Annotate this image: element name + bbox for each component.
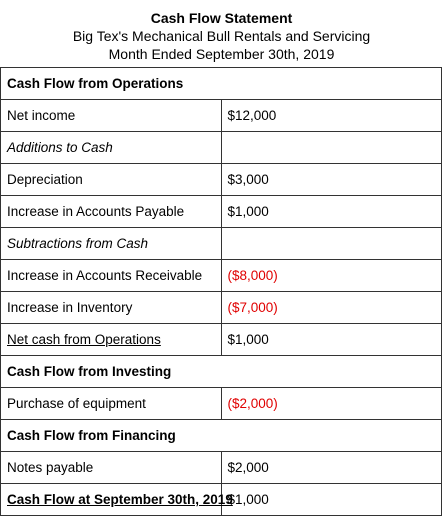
investing-section-header: Cash Flow from Investing bbox=[1, 356, 442, 388]
net-operations-amount: $1,000 bbox=[221, 324, 442, 356]
net-operations-label: Net cash from Operations bbox=[1, 324, 222, 356]
cash-flow-table bbox=[0, 67, 442, 516]
accounts-payable-label: Increase in Accounts Payable bbox=[1, 196, 222, 228]
table-row bbox=[1, 420, 442, 452]
additions-subheader: Additions to Cash bbox=[1, 132, 222, 164]
depreciation-amount: $3,000 bbox=[221, 164, 442, 196]
statement-title: Cash Flow Statement bbox=[150, 10, 293, 26]
table-row bbox=[1, 484, 442, 516]
company-name: Big Tex's Mechanical Bull Rentals and Servicing bbox=[72, 28, 371, 44]
table-row bbox=[1, 260, 442, 292]
table-row bbox=[1, 324, 442, 356]
table-row bbox=[1, 196, 442, 228]
accounts-payable-amount: $1,000 bbox=[221, 196, 442, 228]
table-row bbox=[1, 292, 442, 324]
inventory-label: Increase in Inventory bbox=[1, 292, 222, 324]
statement-header bbox=[0, 0, 443, 66]
accounts-receivable-amount: ($8,000) bbox=[221, 260, 442, 292]
equipment-amount: ($2,000) bbox=[221, 388, 442, 420]
notes-payable-label: Notes payable bbox=[1, 452, 222, 484]
financing-section-header: Cash Flow from Financing bbox=[1, 420, 442, 452]
inventory-amount: ($7,000) bbox=[221, 292, 442, 324]
net-income-label: Net income bbox=[1, 100, 222, 132]
accounts-receivable-label: Increase in Accounts Receivable bbox=[1, 260, 222, 292]
total-cash-flow-label: Cash Flow at September 30th, 2019 bbox=[1, 484, 222, 516]
total-cash-flow-amount: $1,000 bbox=[221, 484, 442, 516]
equipment-label: Purchase of equipment bbox=[1, 388, 222, 420]
depreciation-label: Depreciation bbox=[1, 164, 222, 196]
table-row bbox=[1, 388, 442, 420]
notes-payable-amount: $2,000 bbox=[221, 452, 442, 484]
table-row bbox=[1, 452, 442, 484]
table-row bbox=[1, 132, 442, 164]
empty-cell bbox=[221, 228, 442, 260]
operations-section-header: Cash Flow from Operations bbox=[1, 68, 442, 100]
table-row bbox=[1, 100, 442, 132]
subtractions-subheader: Subtractions from Cash bbox=[1, 228, 222, 260]
table-row bbox=[1, 228, 442, 260]
statement-period: Month Ended September 30th, 2019 bbox=[108, 46, 335, 62]
empty-cell bbox=[221, 132, 442, 164]
net-income-amount: $12,000 bbox=[221, 100, 442, 132]
table-row bbox=[1, 68, 442, 100]
table-row bbox=[1, 164, 442, 196]
table-row bbox=[1, 356, 442, 388]
